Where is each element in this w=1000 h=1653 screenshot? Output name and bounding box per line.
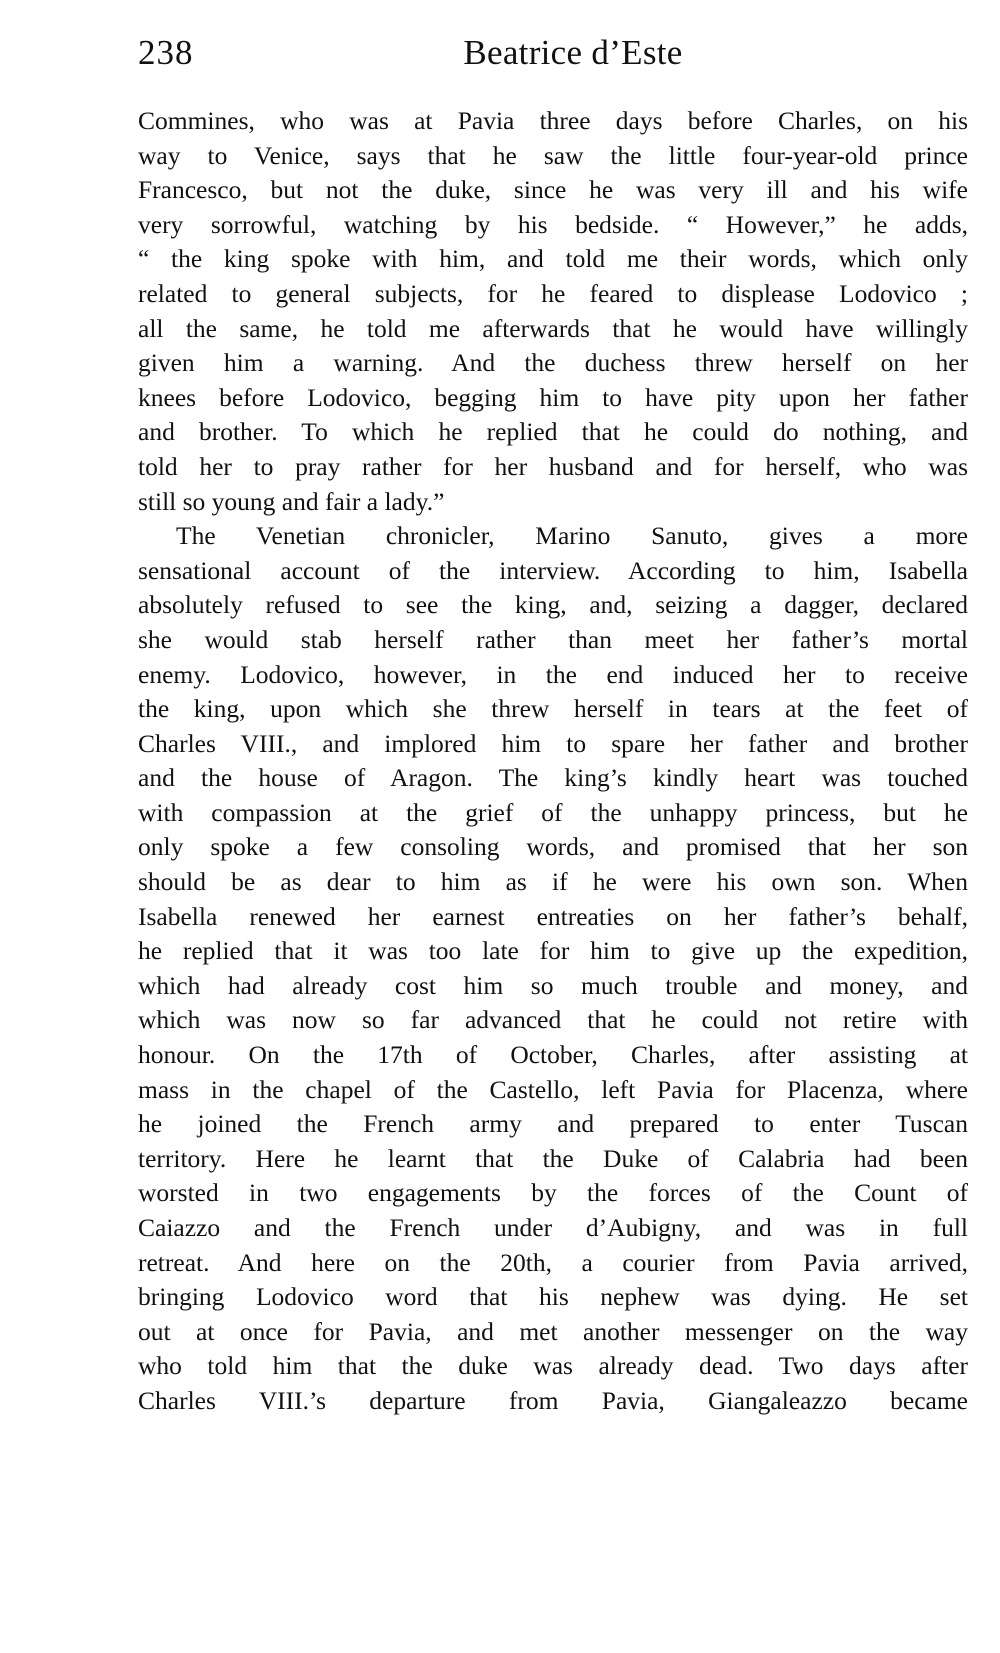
- page-header: [138, 28, 968, 78]
- text-line: sensational account of the interview. According to him, Isabella: [138, 555, 968, 585]
- text-line: Commines, who was at Pavia three days before Charles, on his: [138, 106, 968, 135]
- text-line: territory. Here he learnt that the Duke of Calabria had been: [138, 1143, 968, 1173]
- text-line: Caiazzo and the French under d’Aubigny, and was in full: [138, 1213, 968, 1242]
- text-line: mass in the chapel of the Castello, left Pavia for Placenza, where: [138, 1074, 968, 1104]
- text-line: which was now so far advanced that he could not retire with: [138, 1005, 968, 1035]
- text-line: “ the king spoke with him, and told me their words, which only: [138, 244, 968, 274]
- text-line: knees before Lodovico, begging him to have pity upon her father: [138, 382, 968, 412]
- text-line: related to general subjects, for he feared to displease Lodovico ;: [138, 278, 968, 308]
- text-line: absolutely refused to see the king, and, seizing a dagger, declared: [138, 590, 968, 620]
- text-line: which had already cost him so much trouble and money, and: [138, 970, 968, 1000]
- text-line: only spoke a few consoling words, and promised that her son: [138, 832, 968, 862]
- text-line: Francesco, but not the duke, since he was very ill and his wife: [138, 175, 968, 205]
- text-line: he replied that it was too late for him to give up the expedition,: [138, 936, 968, 966]
- text-line: with compassion at the grief of the unhappy princess, but he: [138, 797, 968, 827]
- text-line: and the house of Aragon. The king’s kindly heart was touched: [138, 763, 968, 793]
- text-line: bringing Lodovico word that his nephew was dying. He set: [138, 1282, 968, 1312]
- text-line: all the same, he told me afterwards that he would have willingly: [138, 313, 968, 343]
- text-line: she would stab herself rather than meet her father’s mortal: [138, 624, 968, 654]
- text-line: who told him that the duke was already dead. Two days after: [138, 1351, 968, 1381]
- text-line: honour. On the 17th of October, Charles, after assisting at: [138, 1040, 968, 1070]
- paragraph-start-line: The Venetian chronicler, Marino Sanuto, gives a more: [176, 521, 968, 551]
- page-number: 238: [138, 33, 194, 72]
- text-line: worsted in two engagements by the forces of the Count of: [138, 1178, 968, 1208]
- text-line: way to Venice, says that he saw the little four-year-old prince: [138, 140, 968, 170]
- text-line: out at once for Pavia, and met another messenger on the way: [138, 1316, 968, 1346]
- text-line: Charles VIII.’s departure from Pavia, Giangaleazzo became: [138, 1385, 968, 1415]
- text-line: retreat. And here on the 20th, a courier from Pavia arrived,: [138, 1247, 968, 1277]
- paragraph-end-line: still so young and fair a lady.”: [138, 486, 445, 516]
- text-line: should be as dear to him as if he were his own son. When: [138, 867, 968, 897]
- text-line: and brother. To which he replied that he could do nothing, and: [138, 417, 968, 447]
- text-line: very sorrowful, watching by his bedside. “ However,” he adds,: [138, 209, 968, 239]
- text-line: he joined the French army and prepared to enter Tuscan: [138, 1109, 968, 1139]
- running-title: Beatrice d’Este: [463, 33, 683, 72]
- text-line: the king, upon which she threw herself in tears at the feet of: [138, 694, 968, 724]
- text-line: Charles VIII., and implored him to spare her father and brother: [138, 728, 968, 758]
- text-line: Isabella renewed her earnest entreaties on her father’s behalf,: [138, 901, 968, 931]
- text-line: enemy. Lodovico, however, in the end induced her to receive: [138, 659, 968, 689]
- text-line: given him a warning. And the duchess threw herself on her: [138, 348, 968, 378]
- text-line: told her to pray rather for her husband and for herself, who was: [138, 451, 968, 481]
- body-text: [138, 104, 968, 1419]
